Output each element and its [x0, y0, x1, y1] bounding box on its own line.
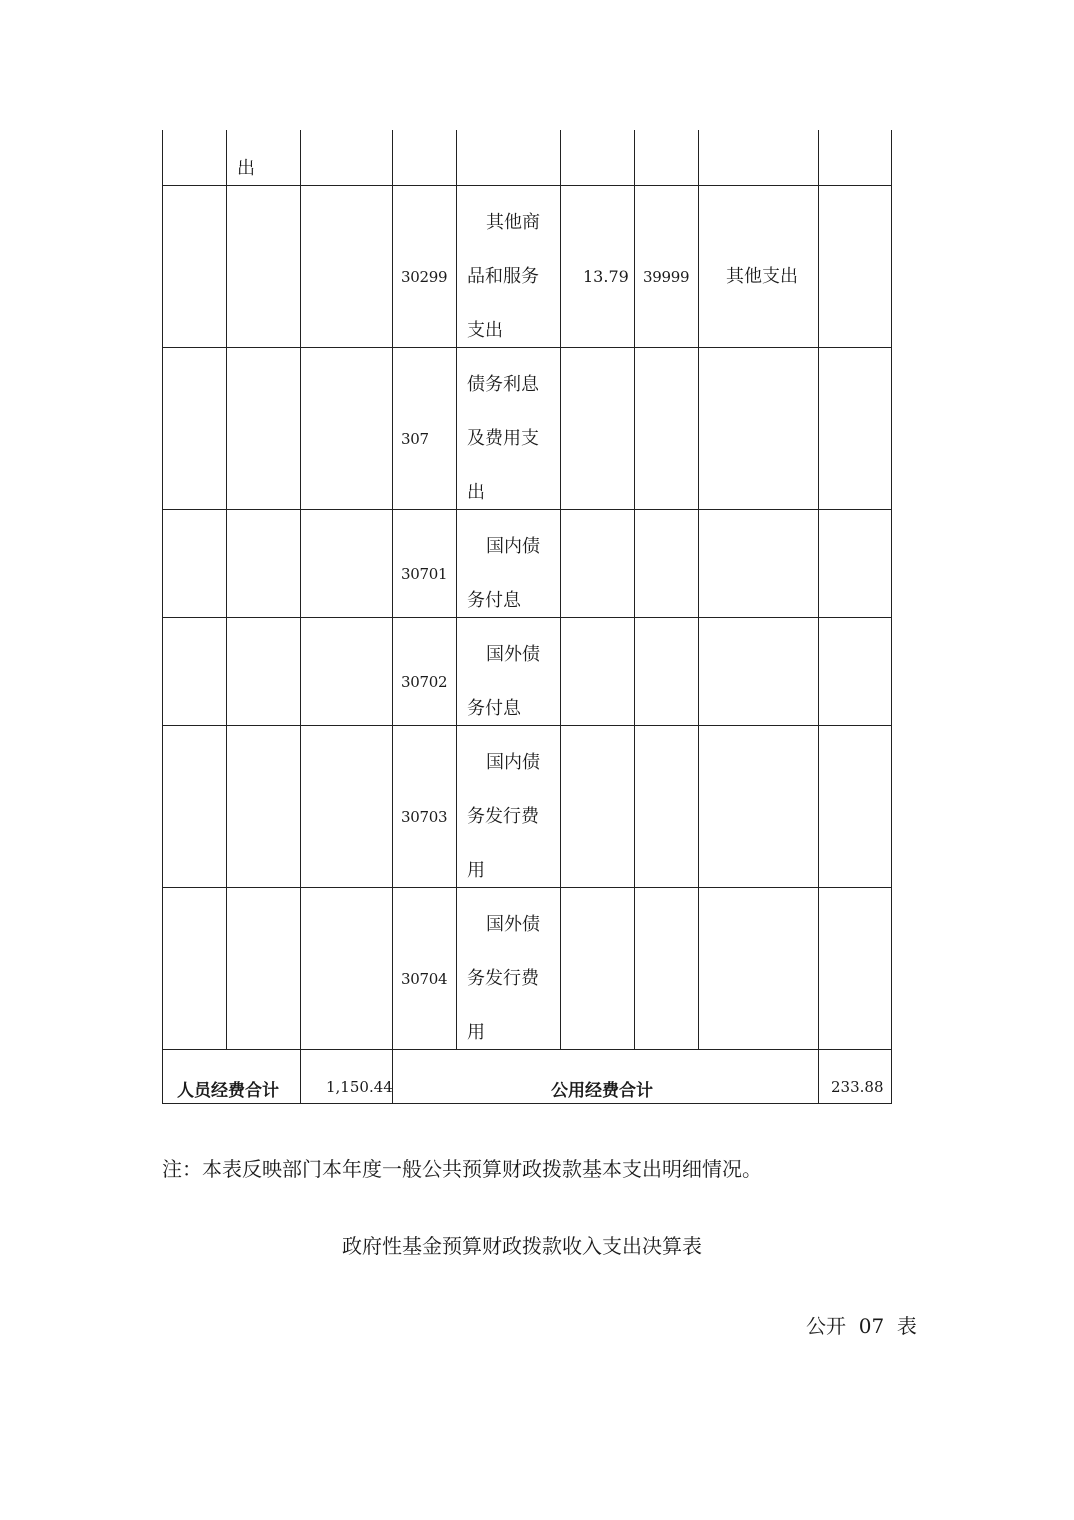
- economic-name-line: 及费用支: [467, 428, 539, 449]
- grid-line: [162, 185, 892, 186]
- grid-line: [162, 617, 892, 618]
- next-table-title: 政府性基金预算财政拨款收入支出决算表: [342, 1234, 702, 1258]
- economic-name-line: 出: [467, 482, 485, 503]
- public-total-label: 公用经费合计: [551, 1081, 653, 1101]
- personnel-total-value: 1,150.44: [326, 1078, 393, 1096]
- grid-line: [162, 509, 892, 510]
- economic-code: 30702: [401, 673, 448, 691]
- economic-name-2: 其他支出: [726, 266, 798, 287]
- grid-line: [162, 725, 892, 726]
- public-total-value: 233.88: [831, 1078, 884, 1096]
- grid-line: [456, 130, 457, 1049]
- economic-name-line: 务付息: [467, 698, 521, 719]
- economic-name-line: 品和服务: [467, 266, 539, 287]
- economic-code-2: 39999: [643, 268, 690, 286]
- economic-name-line: 债务利息: [467, 374, 539, 395]
- economic-code: 30704: [401, 970, 448, 988]
- economic-name-line: 务发行费: [467, 806, 539, 827]
- fragment-cell-text: 出: [237, 158, 255, 179]
- economic-name-line: 国内债: [486, 536, 540, 557]
- economic-code: 307: [401, 430, 429, 448]
- grid-line: [634, 130, 635, 1049]
- economic-name-line: 务发行费: [467, 968, 539, 989]
- grid-line: [698, 130, 699, 1049]
- economic-code: 30299: [401, 268, 448, 286]
- economic-name-line: 国内债: [486, 752, 540, 773]
- economic-name-line: 国外债: [486, 644, 540, 665]
- economic-code: 30701: [401, 565, 448, 583]
- grid-line: [162, 887, 892, 888]
- economic-code: 30703: [401, 808, 448, 826]
- personnel-total-label: 人员经费合计: [177, 1081, 279, 1101]
- table-note: 注：本表反映部门本年度一般公共预算财政拨款基本支出明细情况。: [162, 1157, 762, 1181]
- economic-name-line: 国外债: [486, 914, 540, 935]
- economic-name-line: 务付息: [467, 590, 521, 611]
- economic-name-line: 用: [467, 860, 485, 881]
- next-table-id: 公开 07 表: [806, 1314, 917, 1338]
- grid-line: [560, 130, 561, 1049]
- economic-name-line: 用: [467, 1022, 485, 1043]
- grid-line: [162, 1049, 892, 1050]
- economic-name-line: 支出: [467, 320, 503, 341]
- amount-value: 13.79: [583, 267, 629, 286]
- grid-line: [162, 347, 892, 348]
- economic-name-line: 其他商: [486, 212, 540, 233]
- grid-line: [162, 1103, 892, 1104]
- grid-line: [226, 130, 227, 1049]
